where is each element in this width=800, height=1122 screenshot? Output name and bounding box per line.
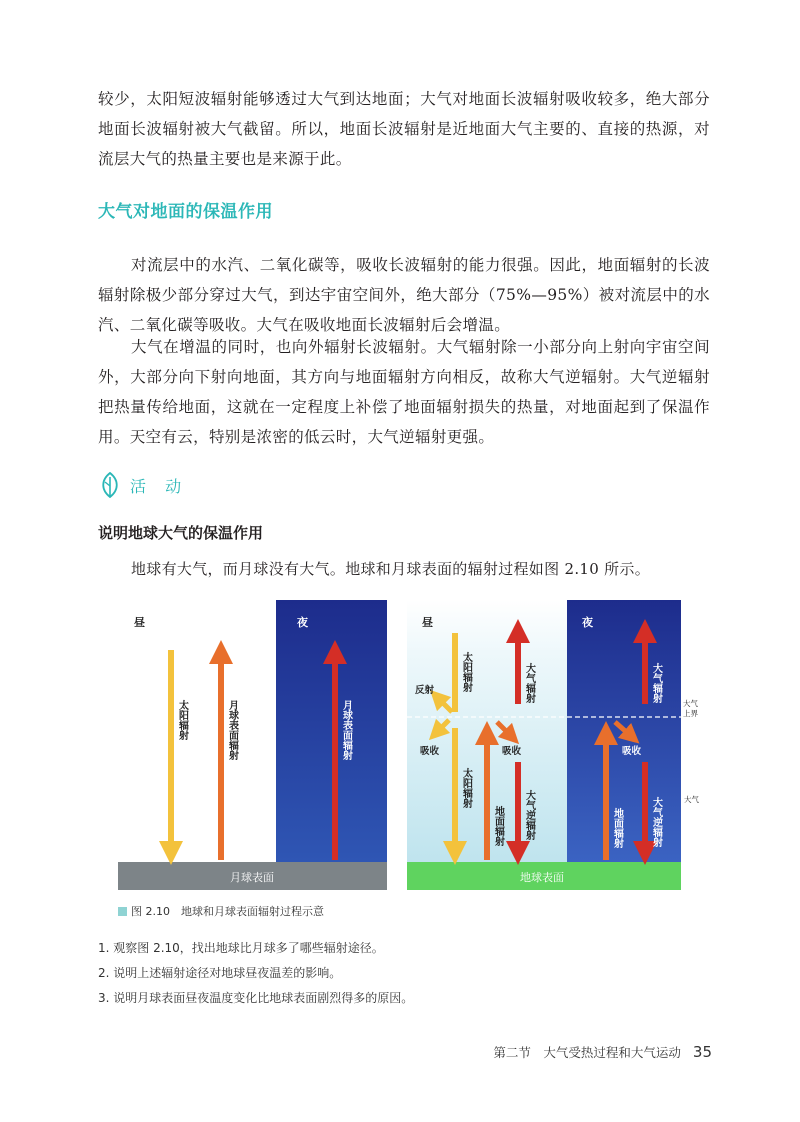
earth-atm-upper-night-label: 大气辐射 [650, 663, 662, 703]
activity-label: 活 动 [130, 476, 189, 496]
earth-counter-day-label: 大气逆辐射 [523, 790, 535, 840]
question-item: 2. 说明上述辐射途径对地球昼夜温差的影响。 [98, 966, 342, 980]
earth-solar-lower-label: 太阳辐射 [460, 768, 472, 808]
earth-atm-upper-day-label: 大气辐射 [523, 663, 535, 703]
figure-caption [118, 903, 324, 919]
earth-absorb-night-label: 吸收 [622, 746, 642, 757]
moon-surface-night-label: 月球表面辐射 [340, 700, 352, 760]
earth-counter-night-label: 大气逆辐射 [650, 797, 662, 847]
moon-night-label: 夜 [297, 616, 308, 629]
caption-text: 图 2.10 地球和月球表面辐射过程示意 [131, 905, 324, 918]
page-footer [493, 1043, 712, 1061]
earth-solar-upper-label: 太阳辐射 [460, 652, 472, 692]
caption-marker [118, 907, 127, 916]
section-heading: 大气对地面的保温作用 [98, 202, 273, 222]
earth-night-label: 夜 [582, 616, 593, 629]
activity-title: 说明地球大气的保温作用 [98, 524, 264, 542]
moon-solar-label: 太阳辐射 [176, 700, 188, 740]
moon-night-area [276, 600, 387, 862]
page-number: 35 [692, 1043, 712, 1061]
earth-day-label: 昼 [422, 616, 433, 629]
moon-day-area [118, 600, 276, 862]
atmosphere-label: 大气 [684, 795, 699, 804]
footer-section-title: 第二节 大气受热过程和大气运动 [493, 1045, 681, 1060]
earth-ground-day-label: 地面辐射 [492, 806, 504, 846]
atmosphere-top-label-line2: 上界 [683, 709, 698, 718]
atmosphere-top-label-line1: 大气 [683, 699, 698, 708]
moon-day-label: 昼 [134, 616, 145, 629]
question-list [98, 936, 413, 1011]
paragraph-2: 大气在增温的同时，也向外辐射长波辐射。大气辐射除一小部分向上射向宇宙空间外，大部分向下射向地面，其方向与地面辐射方向相反，故称大气逆辐射。大气逆辐射把热量传给地面，这就在一定程度上补偿了地面辐射损失的热量，对地面起到了保温作用。天空有云，特别是浓密的低云时，大气逆辐射更强。 [98, 338, 710, 446]
earth-ground-night-label: 地面辐射 [611, 808, 623, 848]
question-item: 3. 说明月球表面昼夜温度变化比地球表面剧烈得多的原因。 [98, 991, 414, 1005]
paragraph-intro: 较少，太阳短波辐射能够透过大气到达地面；大气对地面长波辐射吸收较多，绝大部分地面长波辐射被大气截留。所以，地面长波辐射是近地面大气主要的、直接的热源，对流层大气的热量主要也是来源于此。 [98, 90, 710, 168]
earth-reflect-label: 反射 [415, 685, 435, 696]
question-item: 1. 观察图 2.10，找出地球比月球多了哪些辐射途径。 [98, 941, 384, 955]
moon-ground-label: 月球表面 [230, 871, 274, 884]
earth-absorb-left-label: 吸收 [420, 746, 440, 757]
moon-surface-day-label: 月球表面辐射 [226, 700, 238, 760]
earth-absorb-mid-label: 吸收 [502, 746, 522, 757]
earth-ground-label: 地球表面 [520, 871, 564, 884]
paragraph-1: 对流层中的水汽、二氧化碳等，吸收长波辐射的能力很强。因此，地面辐射的长波辐射除极少部分穿过大气，到达宇宙空间外，绝大部分（75%—95%）被对流层中的水汽、二氧化碳等吸收。大气在吸收地面长波辐射后会增温。 [98, 256, 710, 334]
activity-intro: 地球有大气，而月球没有大气。地球和月球表面的辐射过程如图 2.10 所示。 [131, 560, 651, 578]
